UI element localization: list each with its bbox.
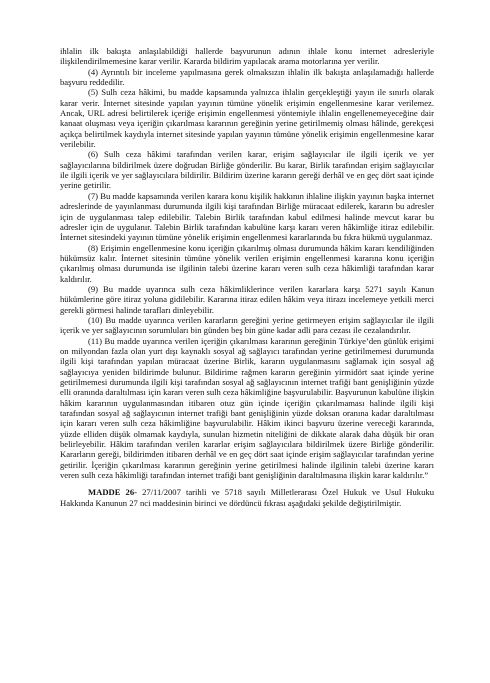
paragraph-8: (8) Erişimin engellenmesine konu içeriğin çıkarılmış olması durumunda hâkim kararı kendiliğinden hükümsüz kalır. İnternet sitesinin tümüne yönelik verilen erişimin engellenmesi kararına konu içeriğin çıkarılmış olması durumunda ise ilgilinin talebi üzerine kararı veren sulh ceza hâkimliği tarafından karar kaldırılır.: [60, 242, 434, 284]
paragraph-11: (11) Bu madde uyarınca verilen içeriğin çıkarılması kararının gereğinin Türkiye’den günlük erişimi on milyondan fazla olan yurt dışı kaynaklı sosyal ağ sağlayıcı tarafından yerine getirilmemesi durumunda ilgili kişi tarafından yapılan müracaat üzerine Birlik, kararın uygulanmasını sağlamak için sosyal ağ sağlayıcıya yeniden bildirimde bulunur. Bildirime rağmen kararın gereğinin yirmidört saat içinde yerine getirilmemesi durumunda ilgili kişi tarafından sosyal ağ sağlayıcının internet trafiği bant genişliğinin yüzde elli oranında daraltılması için kararı veren sulh ceza hâkimliğine başvurulabilir. Başvurunun kabulüne ilişkin hâkim kararının uygulanmasından itibaren otuz gün içinde içeriğin çıkarılmaması halinde ilgili kişi tarafından sosyal ağ sağlayıcının internet trafiği bant genişliğinin yüzde doksan oranına kadar daraltılması için kararı veren sulh ceza hâkimliğine başvurulabilir. Hâkim ikinci başvuru üzerine vereceği kararında, yüzde elliden düşük olmamak kaydıyla, sunulan hizmetin niteliğini de dikkate alarak daha düşük bir oran belirleyebilir. Hâkim tarafından verilen kararlar erişim sağlayıcılara bildirilmek üzere Birliğe gönderilir. Kararların gereği, bildirimden itibaren derhâl ve en geç dört saat içinde erişim sağlayıcılar tarafından yerine getirilir. İçeriğin çıkarılması kararının gereğinin yerine getirilmesi halinde ilgilinin talebi üzerine kararı veren sulh ceza hâkimliği tarafından internet trafiği bant genişliğinin daraltılmasına ilişkin karar kaldırılır.”: [60, 335, 434, 481]
paragraph-5: (5) Sulh ceza hâkimi, bu madde kapsamında yalnızca ihlalin gerçekleştiği yayın ile sınırlı olarak karar verir. İnternet sitesinde yapılan yayının tümüne yönelik erişimin engellenmesine karar verilemez. Ancak, URL adresi belirtilerek içeriğe erişimin engellenmesi yöntemiyle ihlalin engellenemeyeceğine dair kanaat oluşması veya içeriğin çıkarılması kararının gereğinin yerine getirilmemiş olması hâlinde, gerekçesi açıkça belirtilmek kaydıyla internet sitesinde yapılan yayının tümüne yönelik erişimin engellenmesine karar verilebilir.: [60, 87, 434, 150]
article-text: 27/11/2007 tarihli ve 5718 sayılı Milletlerarası Özel Hukuk ve Usul Hukuku Hakkında Kanunun 27 nci maddesinin birinci ve dördüncü fıkrası aşağıdaki şekilde değiştirilmiştir.: [60, 487, 434, 508]
paragraph-4: (4) Ayrıntılı bir inceleme yapılmasına gerek olmaksızın ihlalin ilk bakışta anlaşılamadığı hallerde başvuru reddedilir.: [60, 66, 434, 88]
paragraph-9: (9) Bu madde uyarınca sulh ceza hâkimliklerince verilen kararlara karşı 5271 sayılı Kanun hükümlerine göre itiraz yoluna gidilebilir. Kararına itiraz edilen hâkim veya itirazı incelemeye yetkili merci gerekli görmesi halinde tarafları dinleyebilir.: [60, 283, 434, 315]
document-page: [60, 46, 434, 508]
article-heading: MADDE 26-: [88, 487, 137, 498]
section-gap: [60, 480, 434, 487]
paragraph-10: (10) Bu madde uyarınca verilen kararların gereğini yerine getirmeyen erişim sağlayıcılar ile ilgili içerik ve yer sağlayıcının sorumluları bin günden beş bin güne kadar adli para cezası ile cezalandırılır.: [60, 314, 434, 336]
paragraph-6: (6) Sulh ceza hâkimi tarafından verilen karar, erişim sağlayıcılar ile ilgili içerik ve yer sağlayıcılarına bildirilmek üzere doğrudan Birliğe gönderilir. Bu karar, Birlik tarafından erişim sağlayıcılar ile ilgili içerik ve yer sağlayıcılara bildirilir. Bildirim üzerine kararın gereği derhâl ve en geç dört saat içinde yerine getirilir.: [60, 149, 434, 191]
paragraph-7: (7) Bu madde kapsamında verilen karara konu kişilik hakkının ihlaline ilişkin yayının başka internet adreslerinde de yayınlanması durumunda ilgili kişi tarafından Birliğe müracaat edilerek, kararın bu adresler için de uygulanması talep edilebilir. Talebin Birlik tarafından kabul edilmesi halinde mevcut karar bu adresler için de uygulanır. Talebin Birlik tarafından kabulüne karşı kararı veren hâkimliğe itiraz edilebilir. İnternet sitesindeki yayının tümüne yönelik erişimin engellenmesi kararlarında bu fıkra hükmü uygulanmaz.: [60, 190, 434, 243]
article-26: [60, 487, 434, 508]
intro-paragraph: ihlalin ilk bakışta anlaşılabildiği hallerde başvurunun adının ihlale konu internet adresleriyle ilişkilendirilmemesine karar verilir. Kararda bildirim yapılacak arama motorlarına yer verilir.: [60, 46, 434, 67]
